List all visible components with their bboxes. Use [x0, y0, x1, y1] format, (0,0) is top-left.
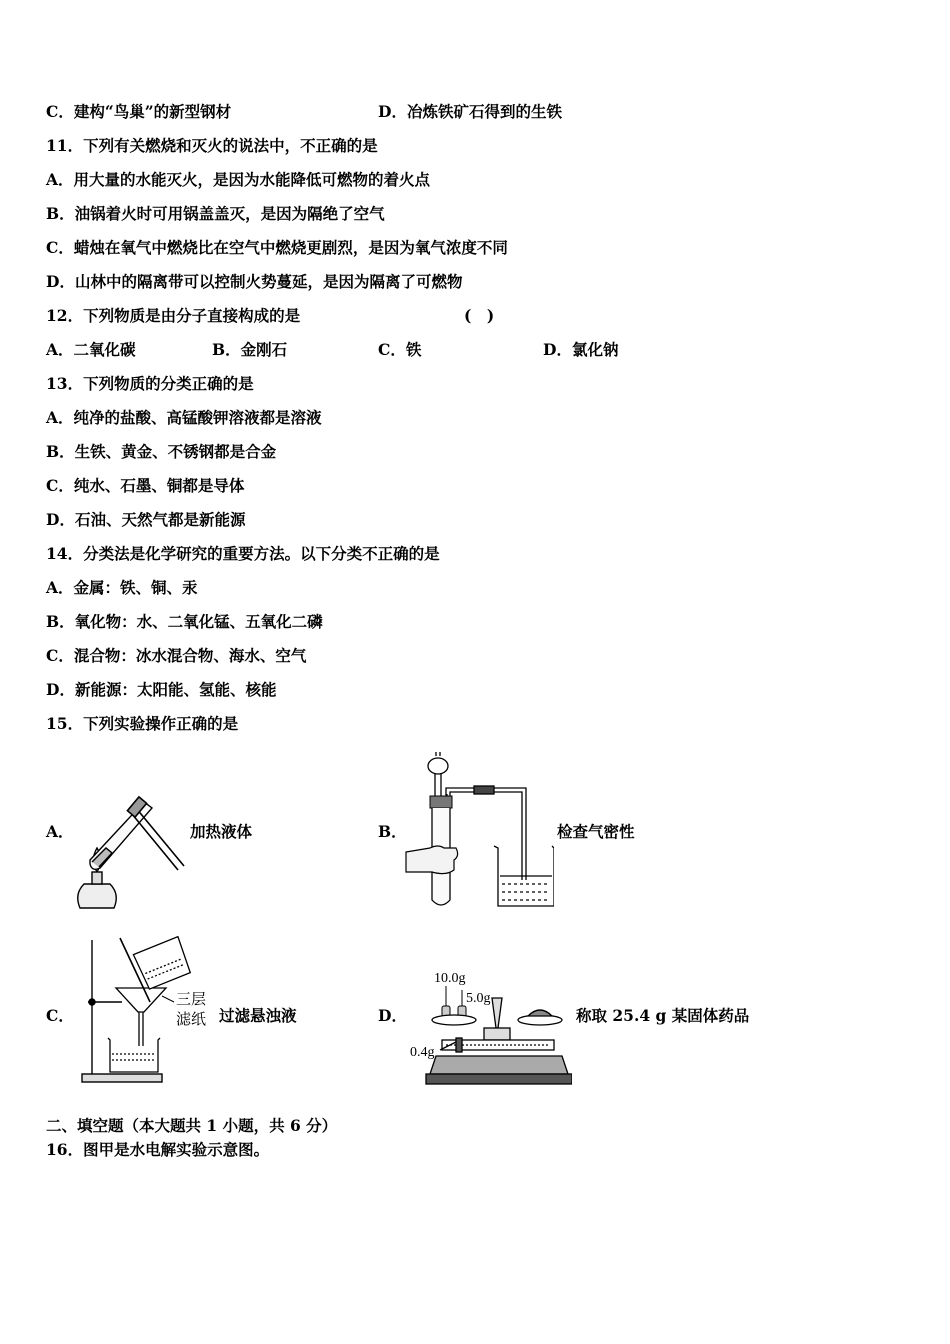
- q15-d-caption: 称取 25.4 g 某固体药品: [576, 1006, 750, 1025]
- q12-stem: 12．下列物质是由分子直接构成的是: [46, 306, 301, 325]
- funnel-icon: [116, 988, 166, 1046]
- pouring-beaker-icon: [133, 937, 192, 990]
- balance-base-icon: [426, 1056, 572, 1084]
- q13-option-c: C．纯水、石墨、铜都是导体: [46, 476, 245, 495]
- q15-a-caption: 加热液体: [190, 822, 253, 841]
- tube-holder-icon: [127, 797, 184, 870]
- q12-option-a: A．二氧化碳: [46, 340, 136, 359]
- q16-stem: 16．图甲是水电解实验示意图。: [46, 1140, 270, 1159]
- test-tube-icon: [90, 802, 152, 869]
- delivery-tube-icon: [446, 786, 526, 880]
- q11-option-d: D．山林中的隔离带可以控制火势蔓延，是因为隔离了可燃物: [46, 272, 463, 291]
- balance-figure: [406, 966, 572, 1088]
- q14-stem: 14．分类法是化学研究的重要方法。以下分类不正确的是: [46, 544, 440, 563]
- q14-option-d: D．新能源：太阳能、氢能、核能: [46, 680, 277, 699]
- q13-option-d: D．石油、天然气都是新能源: [46, 510, 246, 529]
- section2-title: 二、填空题（本大题共 1 小题，共 6 分）: [46, 1116, 338, 1135]
- q15-a-letter: A．: [46, 822, 74, 841]
- q15-c-caption: 过滤悬浊液: [219, 1006, 297, 1025]
- q14-option-b: B．氧化物：水、二氧化锰、五氧化二磷: [46, 612, 323, 631]
- rubber-stopper-icon: [430, 796, 452, 808]
- balance-beam-icon: [440, 1038, 554, 1052]
- weight-label-5g: 5.0g: [466, 991, 491, 1006]
- q15-d-letter: D．: [378, 1006, 407, 1025]
- q13-option-b: B．生铁、黄金、不锈钢都是合金: [46, 442, 277, 461]
- hand-icon: [406, 846, 458, 874]
- beaker-icon: [494, 846, 554, 906]
- weights-icon: [442, 986, 466, 1018]
- q10-option-d: D．冶炼铁矿石得到的生铁: [378, 102, 562, 121]
- q15-b-caption: 检查气密性: [557, 822, 635, 841]
- q11-option-c: C．蜡烛在氧气中燃烧比在空气中燃烧更剧烈，是因为氧气浓度不同: [46, 238, 508, 257]
- heating-liquid-figure: [70, 790, 190, 912]
- q14-option-a: A．金属：铁、铜、汞: [46, 578, 198, 597]
- rider-label: 0.4g: [410, 1045, 435, 1060]
- q12-answer-bracket: ( ): [464, 306, 495, 325]
- q11-stem: 11．下列有关燃烧和灭火的说法中，不正确的是: [46, 136, 378, 155]
- receiving-beaker-icon: [108, 1038, 160, 1072]
- q11-option-b: B．油锅着火时可用锅盖盖灭，是因为隔绝了空气: [46, 204, 385, 223]
- q12-option-b: B．金刚石: [212, 340, 288, 359]
- filter-paper-label-line2: 滤纸: [176, 1012, 207, 1028]
- q15-stem: 15．下列实验操作正确的是: [46, 714, 239, 733]
- q13-option-a: A．纯净的盐酸、高锰酸钾溶液都是溶液: [46, 408, 322, 427]
- q15-c-letter: C．: [46, 1006, 74, 1025]
- q12-option-d: D．氯化钠: [543, 340, 619, 359]
- label-pointer: [162, 996, 174, 1002]
- q11-option-a: A．用大量的水能灭火，是因为水能降低可燃物的着火点: [46, 170, 431, 189]
- filter-paper-label-line1: 三层: [176, 992, 207, 1008]
- q14-option-c: C．混合物：冰水混合物、海水、空气: [46, 646, 307, 665]
- q13-stem: 13．下列物质的分类正确的是: [46, 374, 254, 393]
- airtightness-check-figure: [402, 752, 554, 912]
- filtration-figure: [78, 936, 220, 1086]
- q10-option-c: C．建构“鸟巢”的新型钢材: [46, 102, 232, 121]
- q15-b-letter: B．: [378, 822, 407, 841]
- weight-label-10g: 10.0g: [434, 971, 466, 986]
- q12-option-c: C．铁: [378, 340, 422, 359]
